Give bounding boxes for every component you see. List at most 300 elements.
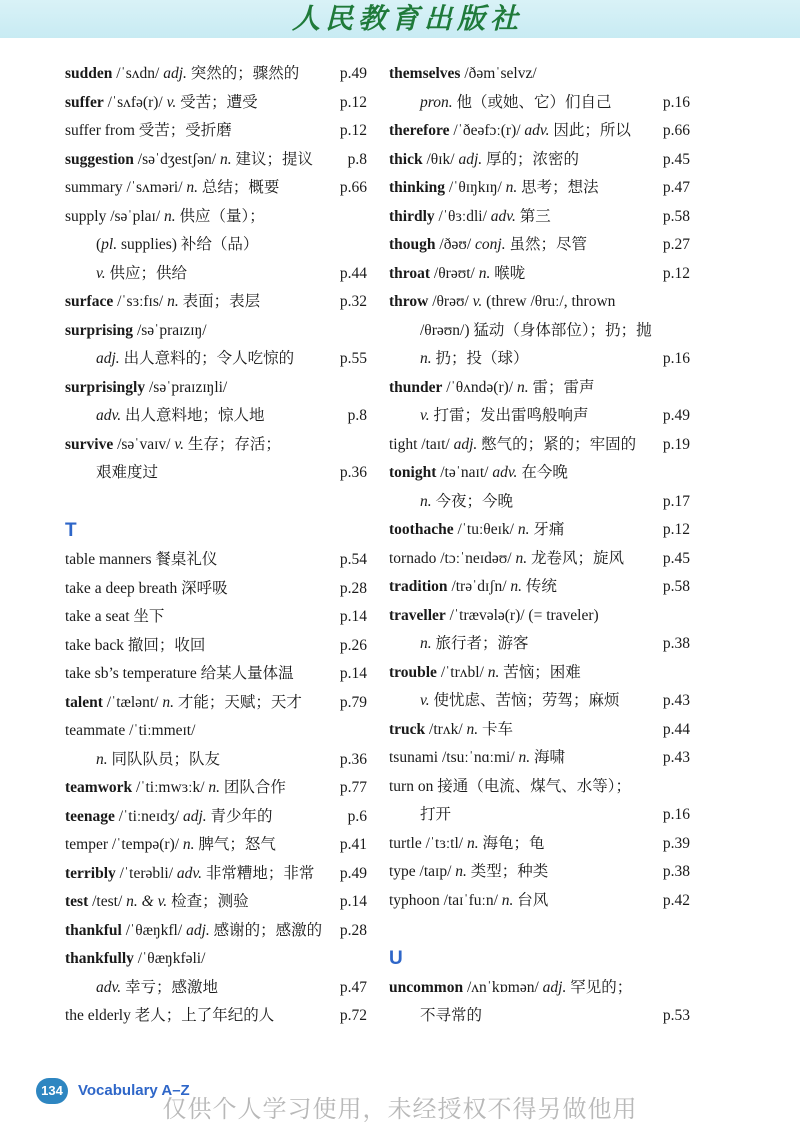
definition: 幸亏；感激地	[121, 978, 218, 996]
pronunciation: /səˈdʒestʃən/	[133, 150, 220, 168]
page-ref: p.55	[339, 350, 367, 367]
entry-text	[389, 801, 451, 830]
pronunciation: /ʌnˈkɒmən/	[463, 978, 543, 996]
part-of-speech: n.	[478, 264, 491, 282]
page-ref: p.47	[339, 978, 367, 996]
entry-text	[389, 431, 636, 460]
vocab-entry	[65, 774, 367, 803]
vocab-entry	[65, 575, 367, 604]
pronunciation: teammate /ˈtiːmmeɪt/	[65, 722, 196, 739]
definition: 喉咙	[490, 264, 526, 282]
entry-text	[65, 146, 313, 175]
vocab-entry	[389, 117, 690, 146]
entry-text	[65, 431, 281, 460]
entry-text	[389, 545, 624, 574]
vocab-entry	[389, 687, 690, 716]
page-ref: p.49	[339, 65, 367, 82]
entry-text	[65, 746, 220, 775]
entry-text	[389, 516, 564, 545]
entry-text	[389, 203, 551, 232]
vocab-entry	[65, 374, 367, 403]
page-ref: p.38	[662, 863, 690, 880]
definition: 扔；投（球）	[431, 350, 529, 367]
headword: throw	[389, 293, 429, 310]
definition: 在今晚	[517, 464, 568, 481]
part-of-speech: n.	[420, 492, 432, 510]
definition: 传统	[522, 578, 557, 595]
vocab-entry	[65, 89, 367, 118]
entry-text	[389, 89, 611, 118]
pronunciation: /ˈθæŋkfəli/	[133, 950, 206, 967]
part-of-speech: adv.	[524, 122, 550, 139]
page-ref: p.79	[339, 693, 367, 711]
headword: suffer	[65, 93, 104, 111]
page-ref: p.41	[339, 836, 367, 853]
part-of-speech: n.	[162, 693, 174, 711]
entry-text	[389, 231, 587, 260]
headword: trouble	[389, 663, 437, 681]
definition: 脾气；怒气	[194, 836, 276, 853]
vocab-entry	[389, 773, 690, 802]
pronunciation: /ˈtiːneɪdʒ/	[114, 807, 183, 825]
entry-text	[65, 974, 218, 1003]
part-of-speech: n.	[501, 891, 514, 909]
definition: 感谢的；感激的	[209, 921, 323, 939]
page-ref: p.43	[662, 692, 690, 709]
part-of-speech: n.	[96, 750, 108, 768]
entry-text	[389, 974, 632, 1003]
entry-text	[65, 774, 286, 803]
part-of-speech: v.	[166, 93, 177, 111]
definition: 虽然；尽管	[505, 236, 587, 253]
entry-text	[389, 858, 548, 887]
page-number-badge: 134	[36, 1078, 68, 1104]
section-title: Vocabulary A–Z	[78, 1082, 190, 1099]
pronunciation: /ˈtuːθeɪk/	[453, 521, 518, 538]
definition: 旅行者；游客	[431, 635, 529, 652]
part-of-speech: n.	[510, 578, 523, 595]
pronunciation: suffer from 受苦；受折磨	[65, 122, 232, 139]
pronunciation: /θrəʊt/	[430, 264, 479, 282]
entry-text	[65, 174, 279, 203]
page-ref: p.14	[339, 665, 367, 682]
entry-text	[65, 317, 207, 346]
page-ref: p.53	[662, 1007, 690, 1024]
page-ref: p.16	[662, 806, 690, 823]
page-ref: p.66	[339, 179, 367, 196]
definition: 今夜；今晚	[431, 492, 514, 510]
headword: toothache	[389, 521, 454, 538]
page-ref: p.14	[339, 893, 367, 910]
part-of-speech: pron.	[420, 93, 453, 111]
entry-text	[65, 803, 273, 832]
headword: surprisingly	[65, 378, 146, 396]
vocab-entry	[389, 231, 690, 260]
pronunciation: 艰难度过	[96, 464, 159, 481]
entry-text	[389, 687, 620, 716]
pronunciation: /ˈterəbli/	[115, 864, 177, 882]
part-of-speech: n.	[167, 293, 179, 310]
entry-text	[389, 374, 595, 403]
vocab-entry	[389, 830, 690, 859]
page-ref: p.16	[662, 93, 690, 111]
vocab-entry	[65, 231, 367, 260]
entry-text	[65, 888, 249, 917]
entry-text	[389, 830, 545, 859]
vocab-entry	[389, 744, 690, 773]
pronunciation: /ˈsɜːfɪs/	[113, 293, 168, 310]
definition: 卡车	[478, 720, 514, 738]
entry-text	[65, 575, 228, 604]
page-ref: p.44	[662, 720, 690, 738]
entry-text	[65, 717, 195, 746]
definition: 第三	[515, 207, 551, 225]
vocab-entry	[65, 345, 367, 374]
headword: thinking	[389, 179, 446, 196]
part-of-speech: n.	[517, 521, 530, 538]
vocab-entry	[389, 288, 690, 317]
pronunciation: the elderly 老人；上了年纪的人	[65, 1007, 275, 1024]
vocab-entry	[389, 174, 690, 203]
page-ref: p.19	[662, 435, 690, 453]
part-of-speech: n.	[466, 834, 479, 852]
pronunciation: /ðəʊ/	[435, 236, 476, 253]
vocab-entry	[389, 516, 690, 545]
definition: 憋气的；紧的；牢固的	[477, 435, 637, 453]
pronunciation: /θrəʊ/	[428, 293, 473, 310]
entry-text	[389, 1002, 482, 1031]
vocab-entry	[65, 203, 367, 232]
headword: surprising	[65, 321, 134, 339]
vocab-entry	[65, 317, 367, 346]
entry-text	[389, 288, 615, 317]
vocab-entry	[65, 117, 367, 146]
entry-text	[389, 602, 599, 631]
vocab-entry	[389, 89, 690, 118]
vocab-entry	[65, 632, 367, 661]
part-of-speech: adj.	[186, 921, 210, 939]
page-ref: p.58	[662, 578, 690, 595]
entry-text	[65, 117, 232, 146]
part-of-speech: n.	[420, 350, 432, 367]
definition: 使忧虑、苦恼；劳驾；麻烦	[429, 692, 620, 709]
headword: teamwork	[65, 779, 133, 796]
page-ref: p.12	[339, 122, 367, 139]
vocab-entry	[389, 317, 690, 346]
vocab-entry	[65, 146, 367, 175]
publisher-logo: 人民教育出版社	[292, 2, 524, 35]
pronunciation: /təˈnaɪt/	[436, 464, 493, 481]
page-ref: p.58	[662, 207, 690, 225]
vocab-entry	[389, 1002, 690, 1031]
vocab-entry	[389, 545, 690, 574]
part-of-speech: n.	[186, 179, 199, 196]
definition: 牙痛	[529, 521, 565, 538]
part-of-speech: n.	[455, 863, 467, 880]
page-ref: p.26	[339, 636, 367, 654]
definition: 建议；提议	[231, 150, 313, 168]
entry-text	[65, 831, 276, 860]
page-ref: p.36	[339, 750, 367, 768]
entry-text	[389, 488, 513, 517]
headword: teenage	[65, 807, 115, 825]
pronunciation: /θrəʊn/) 猛动（身体部位）；扔；抛	[420, 321, 652, 339]
pronunciation: 打开	[420, 806, 452, 823]
page-ref: p.17	[662, 492, 690, 510]
page-ref: p.6	[347, 807, 367, 825]
entry-text	[389, 887, 548, 916]
pronunciation: /θɪk/	[422, 150, 459, 168]
page-ref: p.12	[662, 264, 690, 282]
headword: throat	[389, 264, 431, 282]
spacer	[65, 488, 367, 517]
part-of-speech: n.	[516, 378, 529, 396]
pronunciation: /ˈθɜːdli/	[434, 207, 491, 225]
vocab-entry	[65, 546, 367, 575]
page-ref: p.27	[662, 236, 690, 253]
definition: 他（或她、它）们自己	[452, 93, 612, 111]
entry-text	[65, 945, 205, 974]
page-ref: p.77	[339, 779, 367, 796]
entry-text	[65, 89, 258, 118]
pronunciation: turtle /ˈtɜːtl/	[389, 834, 467, 852]
section-letter: T	[65, 520, 77, 541]
vocab-entry	[389, 203, 690, 232]
part-of-speech: v.	[420, 692, 430, 709]
vocab-entry	[65, 431, 367, 460]
section-letter: U	[389, 947, 403, 969]
page-ref: p.72	[339, 1007, 367, 1024]
definition: 海龟；龟	[478, 834, 545, 852]
part-of-speech: n.	[487, 663, 500, 681]
page-ref: p.42	[662, 891, 690, 909]
vocab-entry	[65, 803, 367, 832]
vocab-entry	[65, 831, 367, 860]
entry-text	[65, 345, 294, 374]
vocab-entry	[65, 1002, 367, 1031]
vocab-entry	[389, 573, 690, 602]
part-of-speech: adv.	[96, 407, 122, 424]
definition: 总结；概要	[198, 179, 280, 196]
entry-text	[389, 117, 631, 146]
vocab-entry	[389, 858, 690, 887]
entry-text	[65, 689, 302, 718]
definition: 台风	[513, 891, 549, 909]
pronunciation: /ˈθʌndə(r)/	[442, 378, 517, 396]
page-ref: p.14	[339, 608, 367, 625]
page-ref: p.12	[339, 93, 367, 111]
part-of-speech: adv.	[490, 207, 516, 225]
entry-text	[389, 573, 557, 602]
definition: 检查；测验	[167, 893, 249, 910]
definition: 思考；想法	[517, 179, 599, 196]
definition: supplies) 补给（品）	[117, 236, 259, 253]
vocab-entry	[65, 60, 367, 89]
headword: test	[65, 893, 89, 910]
pronunciation: summary /ˈsʌməri/	[65, 179, 187, 196]
page-ref: p.8	[347, 407, 367, 424]
entry-text	[389, 60, 537, 89]
entry-text	[65, 374, 227, 403]
pronunciation: /trʌk/	[425, 720, 467, 738]
vocab-entry	[65, 260, 367, 289]
vocab-entry	[389, 146, 690, 175]
headword: thankful	[65, 921, 122, 939]
part-of-speech: n.	[164, 207, 176, 225]
page-ref: p.12	[662, 521, 690, 538]
definition: 罕见的；	[566, 978, 633, 996]
definition: 表面；表层	[178, 293, 261, 310]
vocab-entry	[389, 602, 690, 631]
pronunciation: take a seat 坐下	[65, 608, 165, 625]
definition: 打雷；发出雷鸣般响声	[429, 407, 589, 424]
pronunciation: /ˈtrʌbl/	[436, 663, 488, 681]
definition: 厚的；浓密的	[482, 150, 580, 168]
part-of-speech: n.	[505, 179, 518, 196]
headword: tonight	[389, 464, 437, 481]
part-of-speech: adv.	[96, 978, 122, 996]
pronunciation: (	[96, 236, 102, 253]
pronunciation: /ˈθɪŋkɪŋ/	[445, 179, 506, 196]
headword: truck	[389, 720, 426, 738]
watermark: 仅供个人学习使用，未经授权不得另做他用	[162, 1095, 638, 1123]
pronunciation: /ˈtiːmwɜːk/	[132, 779, 209, 796]
headword: thick	[389, 150, 423, 168]
pronunciation: table manners 餐桌礼仪	[65, 551, 218, 568]
part-of-speech: adj.	[453, 435, 478, 453]
part-of-speech: adj.	[163, 65, 187, 82]
pronunciation: typhoon /taɪˈfuːn/	[389, 891, 502, 909]
part-of-speech: n.	[219, 150, 232, 168]
part-of-speech: v.	[174, 435, 184, 453]
vocab-entry	[65, 860, 367, 889]
part-of-speech: adj.	[542, 978, 567, 996]
pronunciation: /ˈtrævələ(r)/ (= traveler)	[445, 606, 599, 624]
definition: (threw /θruː/, thrown	[482, 293, 616, 310]
entry-text	[389, 716, 513, 745]
entry-text	[65, 459, 158, 488]
vocab-entry	[389, 459, 690, 488]
part-of-speech: v.	[420, 407, 430, 424]
headword: traveller	[389, 606, 446, 624]
vocab-entry	[389, 630, 690, 659]
entry-text	[389, 459, 568, 488]
page-ref: p.66	[662, 122, 690, 139]
vocab-entry	[65, 974, 367, 1003]
part-of-speech: n.	[182, 836, 195, 853]
definition: 供应（量）；	[175, 207, 265, 225]
entry-text	[389, 744, 565, 773]
entry-text	[65, 288, 260, 317]
headword: sudden	[65, 65, 113, 82]
entry-text	[65, 917, 322, 946]
vocab-entry	[65, 717, 367, 746]
page-ref: p.45	[662, 150, 690, 168]
entry-text	[65, 603, 164, 632]
vocab-entry	[389, 402, 690, 431]
part-of-speech: n.	[518, 749, 531, 766]
pronunciation: take back 撤回；收回	[65, 636, 206, 654]
pronunciation: temper /ˈtempə(r)/	[65, 836, 183, 853]
vocab-entry	[65, 174, 367, 203]
entry-text	[65, 546, 217, 575]
definition: 出人意料地；惊人地	[121, 407, 265, 424]
pronunciation: take a deep breath 深呼吸	[65, 579, 228, 597]
headword: tradition	[389, 578, 448, 595]
pronunciation: tsunami /tsuːˈnɑːmi/	[389, 749, 519, 766]
definition: 青少年的	[206, 807, 273, 825]
entry-text	[65, 402, 265, 431]
vocab-entry	[389, 374, 690, 403]
headword: talent	[65, 693, 103, 711]
headword: themselves	[389, 65, 461, 82]
pronunciation: supply /səˈplaɪ/	[65, 207, 165, 225]
entry-text	[65, 60, 299, 89]
pronunciation: /səˈpraɪzɪŋ/	[133, 321, 207, 339]
definition: 受苦；遭受	[176, 93, 258, 111]
pronunciation: /ðəmˈselvz/	[460, 65, 537, 82]
part-of-speech: adj.	[96, 350, 120, 367]
vocab-entry	[65, 288, 367, 317]
vocab-entry	[65, 603, 367, 632]
page-ref: p.44	[339, 264, 367, 282]
page-ref: p.28	[339, 921, 367, 939]
part-of-speech: pl.	[101, 236, 118, 253]
page-ref: p.49	[662, 407, 690, 424]
pronunciation: /səˈpraɪzɪŋli/	[145, 378, 228, 396]
headword: terribly	[65, 864, 116, 882]
definition: 龙卷风；旋风	[527, 549, 624, 567]
vocab-entry	[389, 974, 690, 1003]
part-of-speech: adj.	[458, 150, 483, 168]
headword: thankfully	[65, 950, 134, 967]
page-ref: p.32	[339, 293, 367, 310]
entry-text	[65, 632, 205, 661]
vocab-entry	[389, 801, 690, 830]
definition: 突然的；骤然的	[186, 65, 300, 82]
entry-text	[65, 260, 187, 289]
left-column	[65, 60, 367, 1031]
headword: suggestion	[65, 150, 134, 168]
part-of-speech: adj.	[182, 807, 207, 825]
entry-text	[389, 659, 581, 688]
vocab-entry	[389, 260, 690, 289]
definition: 团队合作	[220, 779, 286, 796]
part-of-speech: v.	[96, 264, 106, 282]
vocab-entry	[65, 459, 367, 488]
vocab-entry	[389, 345, 690, 374]
part-of-speech: n.	[420, 635, 432, 652]
part-of-speech: n.	[515, 549, 528, 567]
right-column	[389, 60, 690, 1031]
pronunciation: /ˈsʌdn/	[112, 65, 164, 82]
vocab-entry	[389, 887, 690, 916]
definition: 同队队员；队友	[107, 750, 221, 768]
headword: survive	[65, 435, 114, 453]
page-ref: p.38	[662, 635, 690, 652]
page-ref: p.28	[339, 579, 367, 597]
pronunciation: tight /taɪt/	[389, 435, 454, 453]
part-of-speech: n. & v.	[126, 893, 168, 910]
entry-text	[65, 203, 265, 232]
pronunciation: /trəˈdɪʃn/	[447, 578, 511, 595]
vocab-entry	[389, 431, 690, 460]
part-of-speech: n.	[208, 779, 221, 796]
definition: 海啸	[530, 749, 566, 766]
pronunciation: tornado /tɔːˈneɪdəʊ/	[389, 549, 516, 567]
part-of-speech: adv.	[176, 864, 203, 882]
pronunciation: take sb’s temperature 给某人量体温	[65, 665, 294, 682]
